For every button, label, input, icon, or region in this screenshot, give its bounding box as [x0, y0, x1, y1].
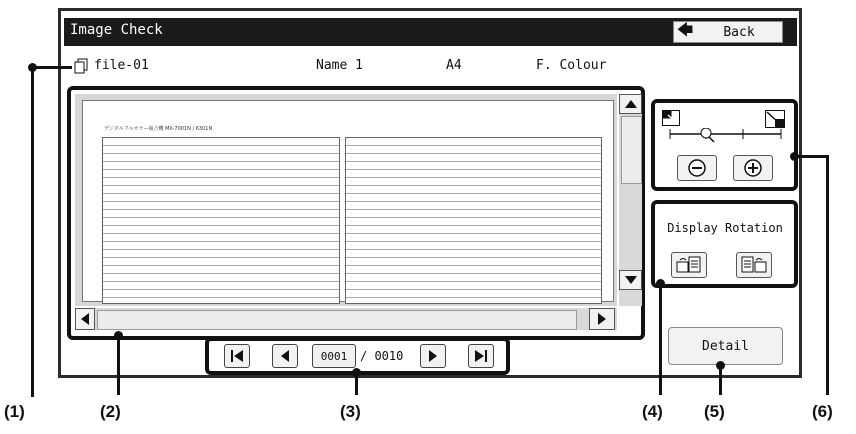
next-page-button[interactable] [420, 344, 446, 368]
callout-4-label: (4) [642, 402, 663, 421]
zoom-in-button[interactable] [733, 155, 773, 181]
previous-page-button[interactable] [272, 344, 298, 368]
color-mode: F. Colour [536, 58, 607, 73]
total-pages: / 0010 [360, 349, 404, 363]
zoom-out-button[interactable] [677, 155, 717, 181]
next-page-icon [427, 349, 439, 363]
scroll-up-button[interactable] [619, 94, 642, 114]
callout-6-line-h [794, 155, 828, 158]
scroll-thumb-horizontal[interactable] [97, 310, 577, 330]
last-page-icon [474, 349, 488, 363]
triangle-down-icon [624, 275, 638, 285]
callout-2-line [117, 335, 120, 395]
back-button-label: Back [723, 24, 755, 40]
triangle-right-icon [597, 312, 607, 326]
back-button[interactable] [673, 21, 783, 43]
callout-6-label: (6) [812, 402, 833, 421]
rotate-right-button[interactable] [736, 252, 772, 278]
user-name: Name 1 [316, 58, 363, 73]
callout-3-line [355, 372, 358, 395]
callout-3-label: (3) [340, 402, 361, 421]
document-preview-table-left [102, 137, 340, 304]
callout-6-line-v [826, 155, 829, 395]
triangle-left-icon [80, 312, 90, 326]
callout-4-line [659, 283, 662, 395]
first-page-button[interactable] [224, 344, 250, 368]
back-arrow-icon: 🡄 [676, 19, 694, 39]
horizontal-scrollbar[interactable] [75, 308, 617, 330]
callout-1-line-h [32, 66, 72, 69]
screen-title: Image Check [70, 22, 163, 38]
vertical-scrollbar[interactable] [619, 94, 642, 306]
scroll-down-button[interactable] [619, 270, 642, 290]
zoom-out-level-icon [662, 110, 680, 130]
callout-1-label: (1) [4, 402, 25, 421]
last-page-button[interactable] [468, 344, 494, 368]
rotate-left-icon [676, 256, 702, 274]
previous-page-icon [279, 349, 291, 363]
display-rotation-label: Display Rotation [667, 221, 783, 235]
file-icon [74, 58, 88, 78]
file-name: file-01 [94, 58, 149, 73]
triangle-up-icon [624, 99, 638, 109]
callout-1-line-v [31, 67, 34, 397]
callout-2-label: (2) [100, 402, 121, 421]
detail-button[interactable]: Detail [668, 327, 783, 365]
scroll-thumb[interactable] [621, 116, 642, 184]
minus-circle-icon [687, 158, 707, 178]
rotate-left-button[interactable] [671, 252, 707, 278]
document-preview-title: デジタルフルカラー複合機 MX-7001N / 6301N [104, 126, 213, 132]
zoom-slider[interactable] [669, 128, 782, 140]
scroll-right-button[interactable] [589, 308, 615, 330]
scroll-left-button[interactable] [75, 308, 95, 330]
document-preview-table-right [345, 137, 602, 304]
current-page-field[interactable]: 0001 [312, 344, 356, 368]
plus-circle-icon [743, 158, 763, 178]
first-page-icon [230, 349, 244, 363]
paper-size: A4 [446, 58, 462, 73]
rotate-right-icon [741, 256, 767, 274]
callout-5-line [719, 365, 722, 395]
callout-5-label: (5) [704, 402, 725, 421]
file-info-row [74, 56, 774, 78]
